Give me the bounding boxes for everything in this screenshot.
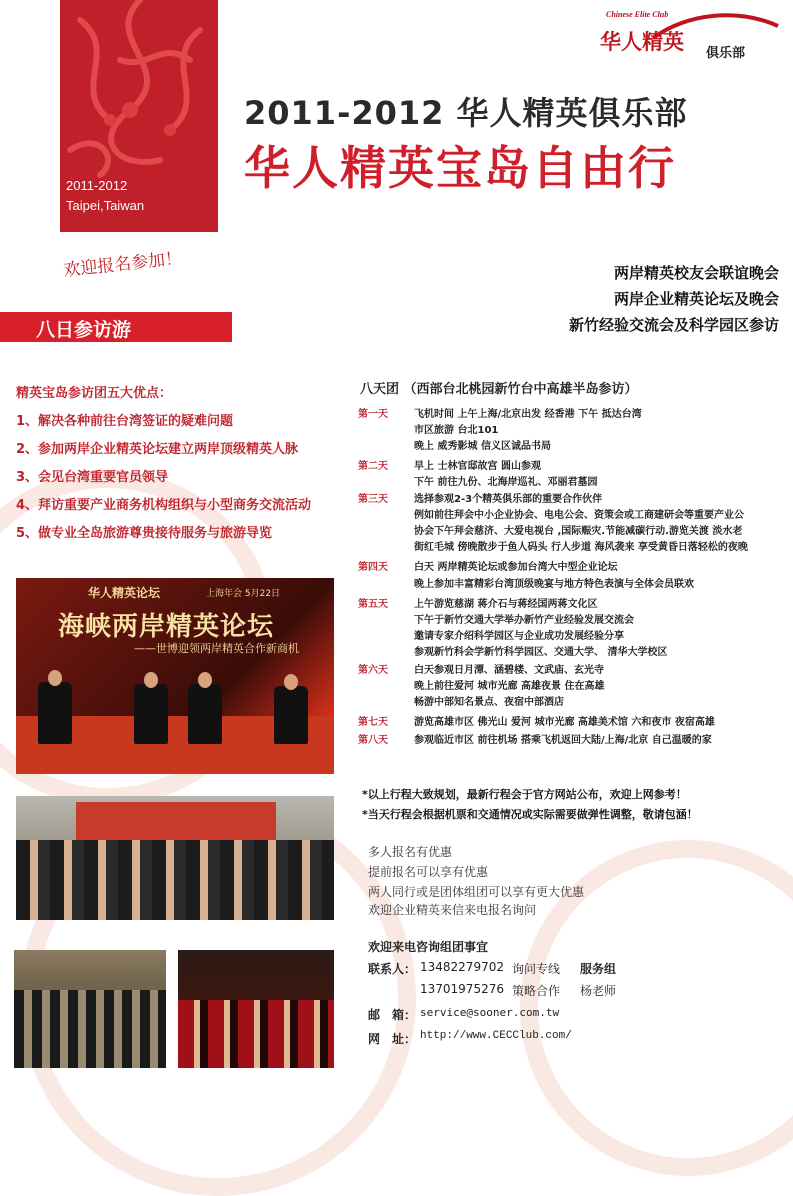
tour-title: 八日参访游: [36, 319, 132, 341]
forum-photo: [16, 578, 334, 774]
day-line: 参观新竹科会学新竹科学园区、交通大学、 清华大学校区: [414, 647, 668, 658]
promo-line: 两人同行或是团体组团可以享有更大优惠: [368, 885, 585, 899]
advantage-item: 5、做专业全岛旅游尊贵接待服务与旅游导览: [16, 526, 273, 541]
itinerary-title: 八天团 （西部台北桃园新竹台中高雄半岛参访）: [360, 382, 638, 397]
red-decorative-panel: [60, 0, 218, 232]
club-logo: [588, 8, 784, 68]
day-line: 选择参观2-3个精英俱乐部的重要合作伙伴: [414, 494, 603, 505]
logo-club-label: 俱乐部: [706, 46, 746, 61]
day-line: 下午于新竹交通大学举办新竹产业经验发展交流会: [414, 615, 634, 626]
speaker-figure: [38, 682, 72, 744]
day-line: 协会下午拜会慈济、大爱电视台 ,国际赈灾.节能减碳行动.游览关渡 淡水老: [414, 526, 743, 537]
speaker-head: [284, 674, 298, 690]
phone-2-role: 策略合作: [512, 984, 561, 998]
day-line: 白天参观日月潭、涵碧楼、文武庙、玄光寺: [414, 665, 604, 676]
day-line: 邀请专家介绍科学园区与企业成功发展经验分享: [414, 631, 624, 642]
advantage-item: 4、拜访重要产业商务机构组织与小型商务交流活动: [16, 498, 312, 513]
email-label: 邮 箱：: [368, 1008, 417, 1022]
speaker-head: [198, 672, 212, 688]
speaker-figure: [134, 684, 168, 744]
performers: [178, 1000, 334, 1068]
day-label: 第二天: [358, 461, 388, 472]
conference-hall-photo: [14, 950, 166, 1068]
day-line: 街红毛城 傍晚散步于鱼人码头 行人步道 海风袭来 享受黄昏日落轻松的夜晚: [414, 542, 748, 553]
email-address[interactable]: service@sooner.com.tw: [420, 1006, 560, 1019]
day-label: 第六天: [358, 665, 388, 676]
forum-banner-small-title: 华人精英论坛: [88, 586, 161, 600]
day-line: 例如前往拜会中小企业协会、电电公会、资策会或工商建研会等重要产业公: [414, 510, 744, 521]
promo-line: 提前报名可以享有优惠: [368, 865, 489, 879]
event-line: 两岸精英校友会联谊晚会: [613, 264, 779, 282]
advantage-item: 3、会见台湾重要官员领导: [16, 470, 169, 485]
itinerary-note: *当天行程会根据机票和交通情况或实际需要做弹性调整，敬请包涵！: [362, 808, 698, 821]
day-line: 参观临近市区 前往机场 搭乘飞机返回大陆/上海/北京 自己温暖的家: [414, 735, 712, 746]
tour-title-bar: [0, 312, 232, 342]
event-line: 两岸企业精英论坛及晚会: [613, 290, 779, 308]
day-line: 上午游览慈湖 蒋介石与蒋经国两蒋文化区: [414, 599, 598, 610]
day-line: 畅游中部知名景点、夜宿中部酒店: [414, 697, 564, 708]
panel-city: Taipei,Taiwan: [66, 198, 145, 213]
page-title: 华人精英宝岛自由行: [244, 141, 676, 195]
day-line: 游览高雄市区 佛光山 爱河 城市光廊 高雄美术馆 六和夜市 夜宿高雄: [414, 717, 715, 728]
day-line: 飞机时间 上午上海/北京出发 经香港 下午 抵达台湾: [414, 409, 642, 420]
speaker-head: [144, 672, 158, 688]
forum-banner-title: 海峡两岸精英论坛: [58, 612, 275, 642]
contact-person-label: 联系人：: [368, 962, 417, 976]
advantages-title: 精英宝岛参访团五大优点：: [16, 386, 173, 401]
phone-number-2[interactable]: 13701975276: [420, 982, 504, 996]
day-line: 白天 两岸精英论坛或参加台湾大中型企业论坛: [414, 562, 618, 573]
event-line: 新竹经验交流会及科学园区参访: [568, 316, 779, 334]
phone-number-1[interactable]: 13482279702: [420, 960, 504, 974]
group-photo-backdrop: [76, 802, 276, 842]
speaker-figure: [274, 686, 308, 744]
performance-photo: [178, 950, 334, 1068]
panel-year: 2011-2012: [66, 178, 128, 193]
day-label: 第三天: [358, 494, 388, 505]
day-line: 晚上前往爱河 城市光廊 高雄夜景 住在高雄: [414, 681, 605, 692]
group-photo-crowd: [16, 840, 334, 920]
day-line: 早上 士林官邸故宫 圆山参观: [414, 461, 541, 472]
speaker-head: [48, 670, 62, 686]
day-label: 第七天: [358, 717, 388, 728]
phone-2-person: 杨老师: [580, 984, 617, 998]
phone-1-role: 询问专线: [512, 962, 561, 976]
conference-audience: [14, 990, 166, 1068]
contact-title: 欢迎来电咨询组团事宜: [368, 940, 489, 954]
day-line: 晚上参加丰富精彩台湾顶级晚宴与地方特色表演与全体会员联欢: [414, 579, 694, 590]
website-link[interactable]: http://www.CECClub.com/: [420, 1030, 572, 1042]
logo-chinese-name: 华人精英: [600, 29, 684, 54]
website-label: 网 址：: [368, 1032, 417, 1046]
day-line: 晚上 威秀影城 信义区诚品书局: [414, 441, 551, 452]
promo-line: 多人报名有优惠: [368, 845, 453, 859]
logo-english-name: Chinese Elite Club: [606, 10, 669, 19]
phone-1-group: 服务组: [580, 962, 617, 976]
day-label: 第五天: [358, 599, 388, 610]
welcome-slogan: 欢迎报名参加！: [62, 248, 183, 281]
day-label: 第四天: [358, 562, 388, 573]
page-subtitle: 2011-2012 华人精英俱乐部: [244, 94, 688, 132]
itinerary-note: *以上行程大致规划，最新行程会于官方网站公布，欢迎上网参考！: [362, 788, 687, 801]
day-line: 下午 前往九份、北海岸巡礼、邓丽君墓园: [414, 477, 598, 488]
speaker-figure: [188, 684, 222, 744]
day-label: 第八天: [358, 735, 388, 746]
advantage-item: 2、参加两岸企业精英论坛建立两岸顶级精英人脉: [16, 442, 299, 457]
forum-banner-date: 上海年会 5月22日: [206, 589, 281, 599]
day-line: 市区旅游 台北101: [414, 425, 499, 436]
group-photo: [16, 796, 334, 920]
day-label: 第一天: [358, 409, 388, 420]
forum-banner-subtitle: ——世博迎领两岸精英合作新商机: [134, 642, 299, 655]
advantage-item: 1、解决各种前往台湾签证的疑难问题: [16, 414, 234, 429]
promo-line: 欢迎企业精英来信来电报名询问: [368, 903, 537, 917]
